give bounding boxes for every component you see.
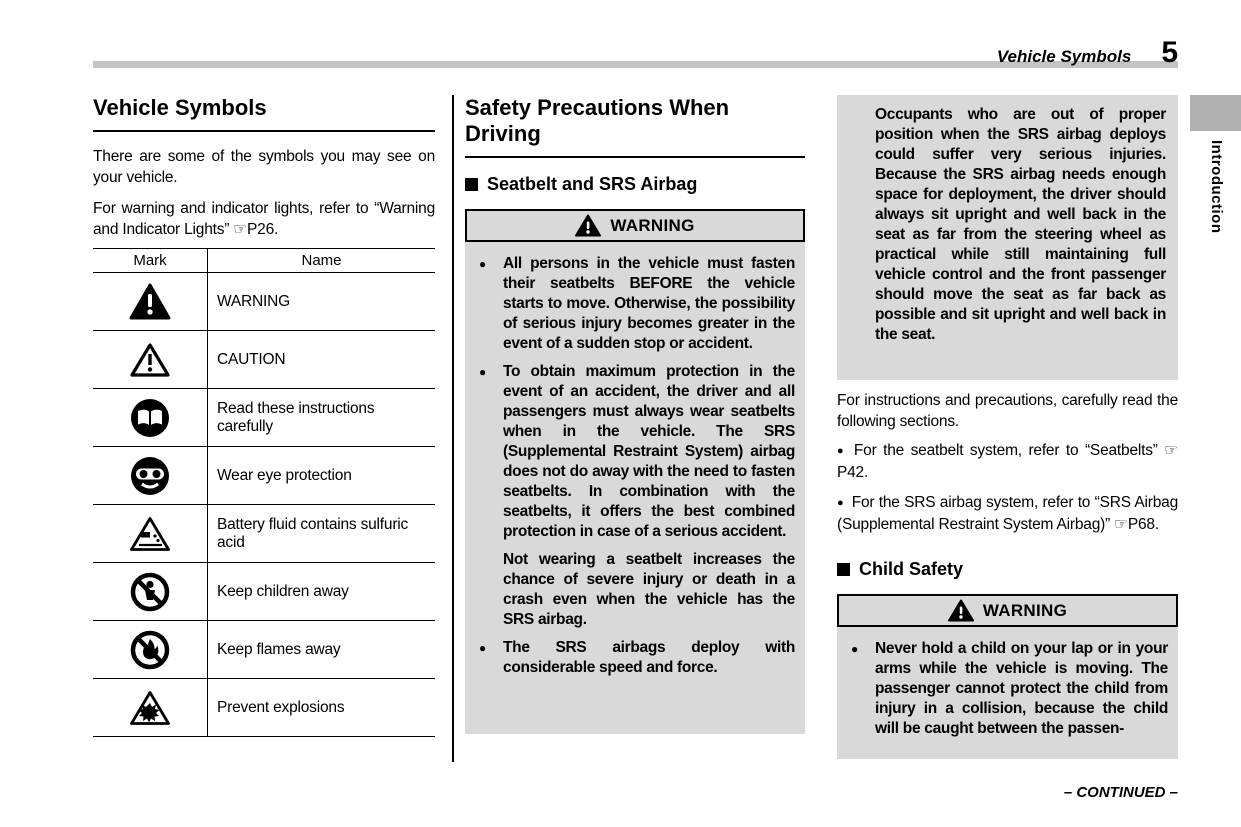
continued-label: – CONTINUED –: [1063, 784, 1178, 801]
prevent-explosions-icon: [129, 689, 171, 727]
table-row: [93, 563, 435, 621]
eye-protection-icon: [130, 456, 170, 496]
table-header-row: [93, 249, 435, 273]
right-column: [837, 95, 1178, 759]
warning-box-header: [465, 209, 805, 242]
warning-bullet: [475, 638, 795, 678]
intro-paragraph-2: For warning and indicator lights, refer to “Warning and Indicator Lights” ☞P26.: [93, 200, 435, 238]
symbol-name: Prevent explosions: [208, 679, 436, 737]
battery-acid-icon: [129, 515, 171, 553]
subsection-seatbelt-srs-airbag: [465, 174, 805, 195]
column-divider: [452, 95, 454, 762]
read-instructions-icon: [130, 398, 170, 438]
warning-box-body: [837, 627, 1178, 759]
warning-bullet: [847, 639, 1168, 739]
caution-triangle-icon: [129, 341, 171, 379]
table-row: [93, 621, 435, 679]
warning-bullet: [475, 254, 795, 354]
intro-paragraph-1: There are some of the symbols you may see on your vehicle.: [93, 148, 435, 186]
symbol-name: Read these instructions carefully: [208, 389, 436, 447]
symbol-name: Keep children away: [208, 563, 436, 621]
bullet-icon: ●: [851, 642, 859, 656]
chapter-tab-marker: [1190, 95, 1241, 131]
table-row: [93, 389, 435, 447]
bullet-icon: ●: [479, 365, 487, 379]
warning-text: All persons in the vehicle must fasten their seatbelts BEFORE the vehicle starts to move. Otherwise, the possibility of serious injury becomes greater in the event of a sudden stop or accident.: [503, 255, 795, 352]
section-title-vehicle-symbols: Vehicle Symbols: [93, 95, 435, 132]
bullet-icon: ●: [837, 445, 846, 457]
warning-paragraph: Not wearing a seatbelt increases the chance of severe injury or death in a crash even when the vehicle has the SRS airbag.: [503, 551, 795, 628]
warning-box-body: [465, 242, 805, 734]
section-marker: [837, 563, 850, 576]
bullet-icon: ●: [479, 641, 487, 655]
symbol-name: Battery fluid contains sulfuric acid: [208, 505, 436, 563]
bullet-icon: ●: [479, 257, 487, 271]
symbol-name: Keep flames away: [208, 621, 436, 679]
warning-text: Occupants who are out of proper position when the SRS airbag deploys could suffer very serious injuries. Because the SRS airbag needs enough space for deployment, the driver should always sit upright and well back in the seat as far from the steering wheel as practical while still maintaining full vehicle control and the front passenger should move the seat as far back as possible and sit upright and well back in the seat.: [875, 106, 1166, 343]
warning-icon: [948, 599, 974, 622]
warning-text: To obtain maximum protection in the event of an accident, the driver and all passengers must always wear seatbelts when in the vehicle. The SRS (Supplemental Restraint System) airbag does not do away with the need to fasten seatbelts. In combination with the seatbelts, it offers the best combined protection in case of a serious accident.: [503, 363, 795, 540]
warning-bullet: [475, 362, 795, 542]
left-column: [93, 95, 435, 737]
symbols-table: [93, 248, 435, 737]
warning-box-continuation: [837, 95, 1178, 380]
reference-bullet-seatbelts: [837, 440, 1178, 483]
section-title-safety-precautions: Safety Precautions When Driving: [465, 95, 805, 158]
column-header-mark: Mark: [93, 249, 208, 273]
section-marker: [465, 178, 478, 191]
table-row: [93, 273, 435, 331]
page-number: 5: [1161, 36, 1178, 69]
warning-text: The SRS airbags deploy with considerable speed and force.: [503, 639, 795, 676]
table-row: [93, 505, 435, 563]
warning-box-header: [837, 594, 1178, 627]
warning-icon: [575, 214, 601, 237]
symbol-name: CAUTION: [208, 331, 436, 389]
chapter-tab-label: Introduction: [1208, 140, 1225, 234]
keep-flames-away-icon: [130, 630, 170, 670]
table-row: [93, 331, 435, 389]
header-section-title: Vehicle Symbols: [996, 47, 1132, 66]
column-header-name: Name: [208, 249, 436, 273]
symbol-name: Wear eye protection: [208, 447, 436, 505]
warning-text: Never hold a child on your lap or in your arms while the vehicle is moving. The passenger cannot protect the child from injury in a collision, because the child will be caught between the passen-: [875, 640, 1168, 737]
subsection-label: Seatbelt and SRS Airbag: [487, 174, 698, 194]
warning-label: WARNING: [610, 215, 695, 235]
reference-text: For the seatbelt system, refer to “Seatbelts” ☞P42.: [837, 442, 1178, 481]
symbol-name: WARNING: [208, 273, 436, 331]
page-header: [997, 36, 1178, 70]
reference-text: For the SRS airbag system, refer to “SRS Airbag (Supplemental Restraint System Airbag)” ☞P68.: [837, 494, 1178, 533]
bullet-icon: ●: [837, 497, 844, 509]
warning-label: WARNING: [982, 600, 1068, 620]
instructions-paragraph: For instructions and precautions, carefully read the following sections.: [837, 392, 1178, 430]
table-row: [93, 679, 435, 737]
reference-bullet-srs-airbag: [837, 492, 1178, 535]
keep-children-away-icon: [130, 572, 170, 612]
warning-triangle-icon: [129, 283, 171, 321]
middle-column: [465, 95, 805, 734]
subsection-label: Child Safety: [859, 559, 964, 579]
subsection-child-safety: [837, 559, 1178, 580]
table-row: [93, 447, 435, 505]
